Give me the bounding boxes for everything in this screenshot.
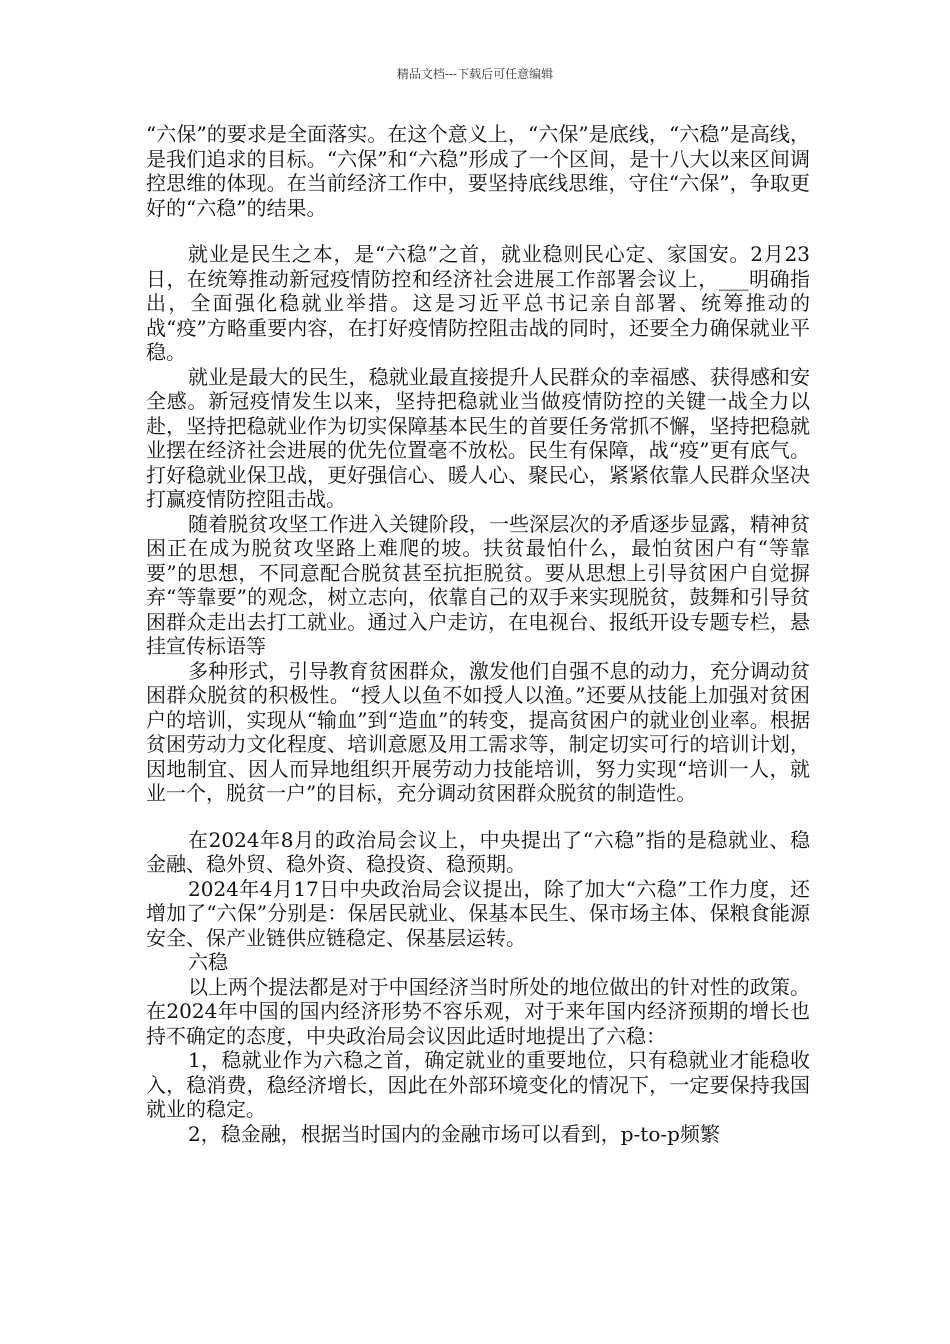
paragraph-employment-basis: 就业是民生之本，是“六稳”之首，就业稳则民心定、家国安。2月23日，在统筹推动新冠疫情防控和经济社会进展工作部署会议上，___明确指出，全面强化稳就业举措。这是习近平总书记亲自部署、统筹推动的战“疫”方略重要内容，在打好疫情防控阻击战的同时，还要全力确保就业平稳。 — [146, 242, 810, 364]
paragraph-poverty-alleviation: 随着脱贫攻坚工作进入关键阶段，一些深层次的矛盾逐步显露，精神贫困正在成为脱贫攻坚路上难爬的坡。扶贫最怕什么，最怕贫困户有“等靠要”的思想，不同意配合脱贫甚至抗拒脱贫。要从思想上引导贫困户自觉摒弃“等靠要”的观念，树立志向，依靠自己的双手来实现脱贫，鼓舞和引导贫困群众走出去打工就业。通过入户走访，在电视台、报纸开设专题专栏，悬挂宣传标语等 — [146, 511, 810, 658]
paragraph-liubao-bottom-line: “六保”的要求是全面落实。在这个意义上，“六保”是底线，“六稳”是高线，是我们追求的目标。“六保”和“六稳”形成了一个区间，是十八大以来区间调控思维的体现。在当前经济工作中，要坚持底线思维，守住“六保”，争取更好的“六稳”的结果。 — [146, 122, 810, 220]
paragraph-gap — [146, 220, 810, 242]
paragraph-liubao-definition: 2024年4月17日中央政治局会议提出，除了加大“六稳”工作力度，还增加了“六保”分别是：保居民就业、保基本民生、保市场主体、保粮食能源安全、保产业链供应链稳定、保基层运转。 — [146, 876, 810, 950]
paragraph-gap — [146, 806, 810, 828]
list-item-stable-employment: 1，稳就业作为六稳之首，确定就业的重要地位，只有稳就业才能稳收入，稳消费，稳经济增长，因此在外部环境变化的情况下，一定要保持我国就业的稳定。 — [146, 1048, 810, 1121]
list-item-stable-finance: 2，稳金融，根据当时国内的金融市场可以看到，p-to-p频繁 — [188, 1121, 720, 1146]
paragraph-policy-context: 以上两个提法都是对于中国经济当时所处的地位做出的针对性的政策。在2024年中国的国内经济形势不容乐观，对于来年国内经济预期的增长也持不确定的态度，中央政治局会议因此适时地提出了六稳： — [146, 974, 810, 1048]
paragraph-liuwen-definition: 在2024年8月的政治局会议上，中央提出了“六稳”指的是稳就业、稳金融、稳外贸、稳外资、稳投资、稳预期。 — [146, 827, 810, 876]
paragraph-employment-livelihood: 就业是最大的民生，稳就业最直接提升人民群众的幸福感、获得感和安全感。新冠疫情发生以来，坚持把稳就业当做疫情防控的关键一战全力以赴，坚持把稳就业作为切实保障基本民生的首要任务常抓不懈，坚持把稳就业摆在经济社会进展的优先位置毫不放松。民生有保障，战“疫”更有底气。打好稳就业保卫战，更好强信心、暖人心、聚民心，紧紧依靠人民群众坚决打赢疫情防控阻击战。 — [146, 364, 810, 511]
section-heading-liuwen: 六稳 — [188, 950, 228, 974]
page-header: 精品文档---下载后可任意编辑 — [396, 67, 554, 81]
document-body — [146, 122, 810, 1146]
paragraph-skills-training: 多种形式，引导教育贫困群众，激发他们自强不息的动力，充分调动贫困群众脱贫的积极性。“授人以鱼不如授人以渔。”还要从技能上加强对贫困户的培训，实现从“输血”到“造血”的转变，提高贫困户的就业创业率。根据贫困劳动力文化程度、培训意愿及用工需求等，制定切实可行的培训计划，因地制宜、因人而异地组织开展劳动力技能培训，努力实现“培训一人，就业一个，脱贫一户”的目标，充分调动贫困群众脱贫的制造性。 — [146, 658, 810, 805]
